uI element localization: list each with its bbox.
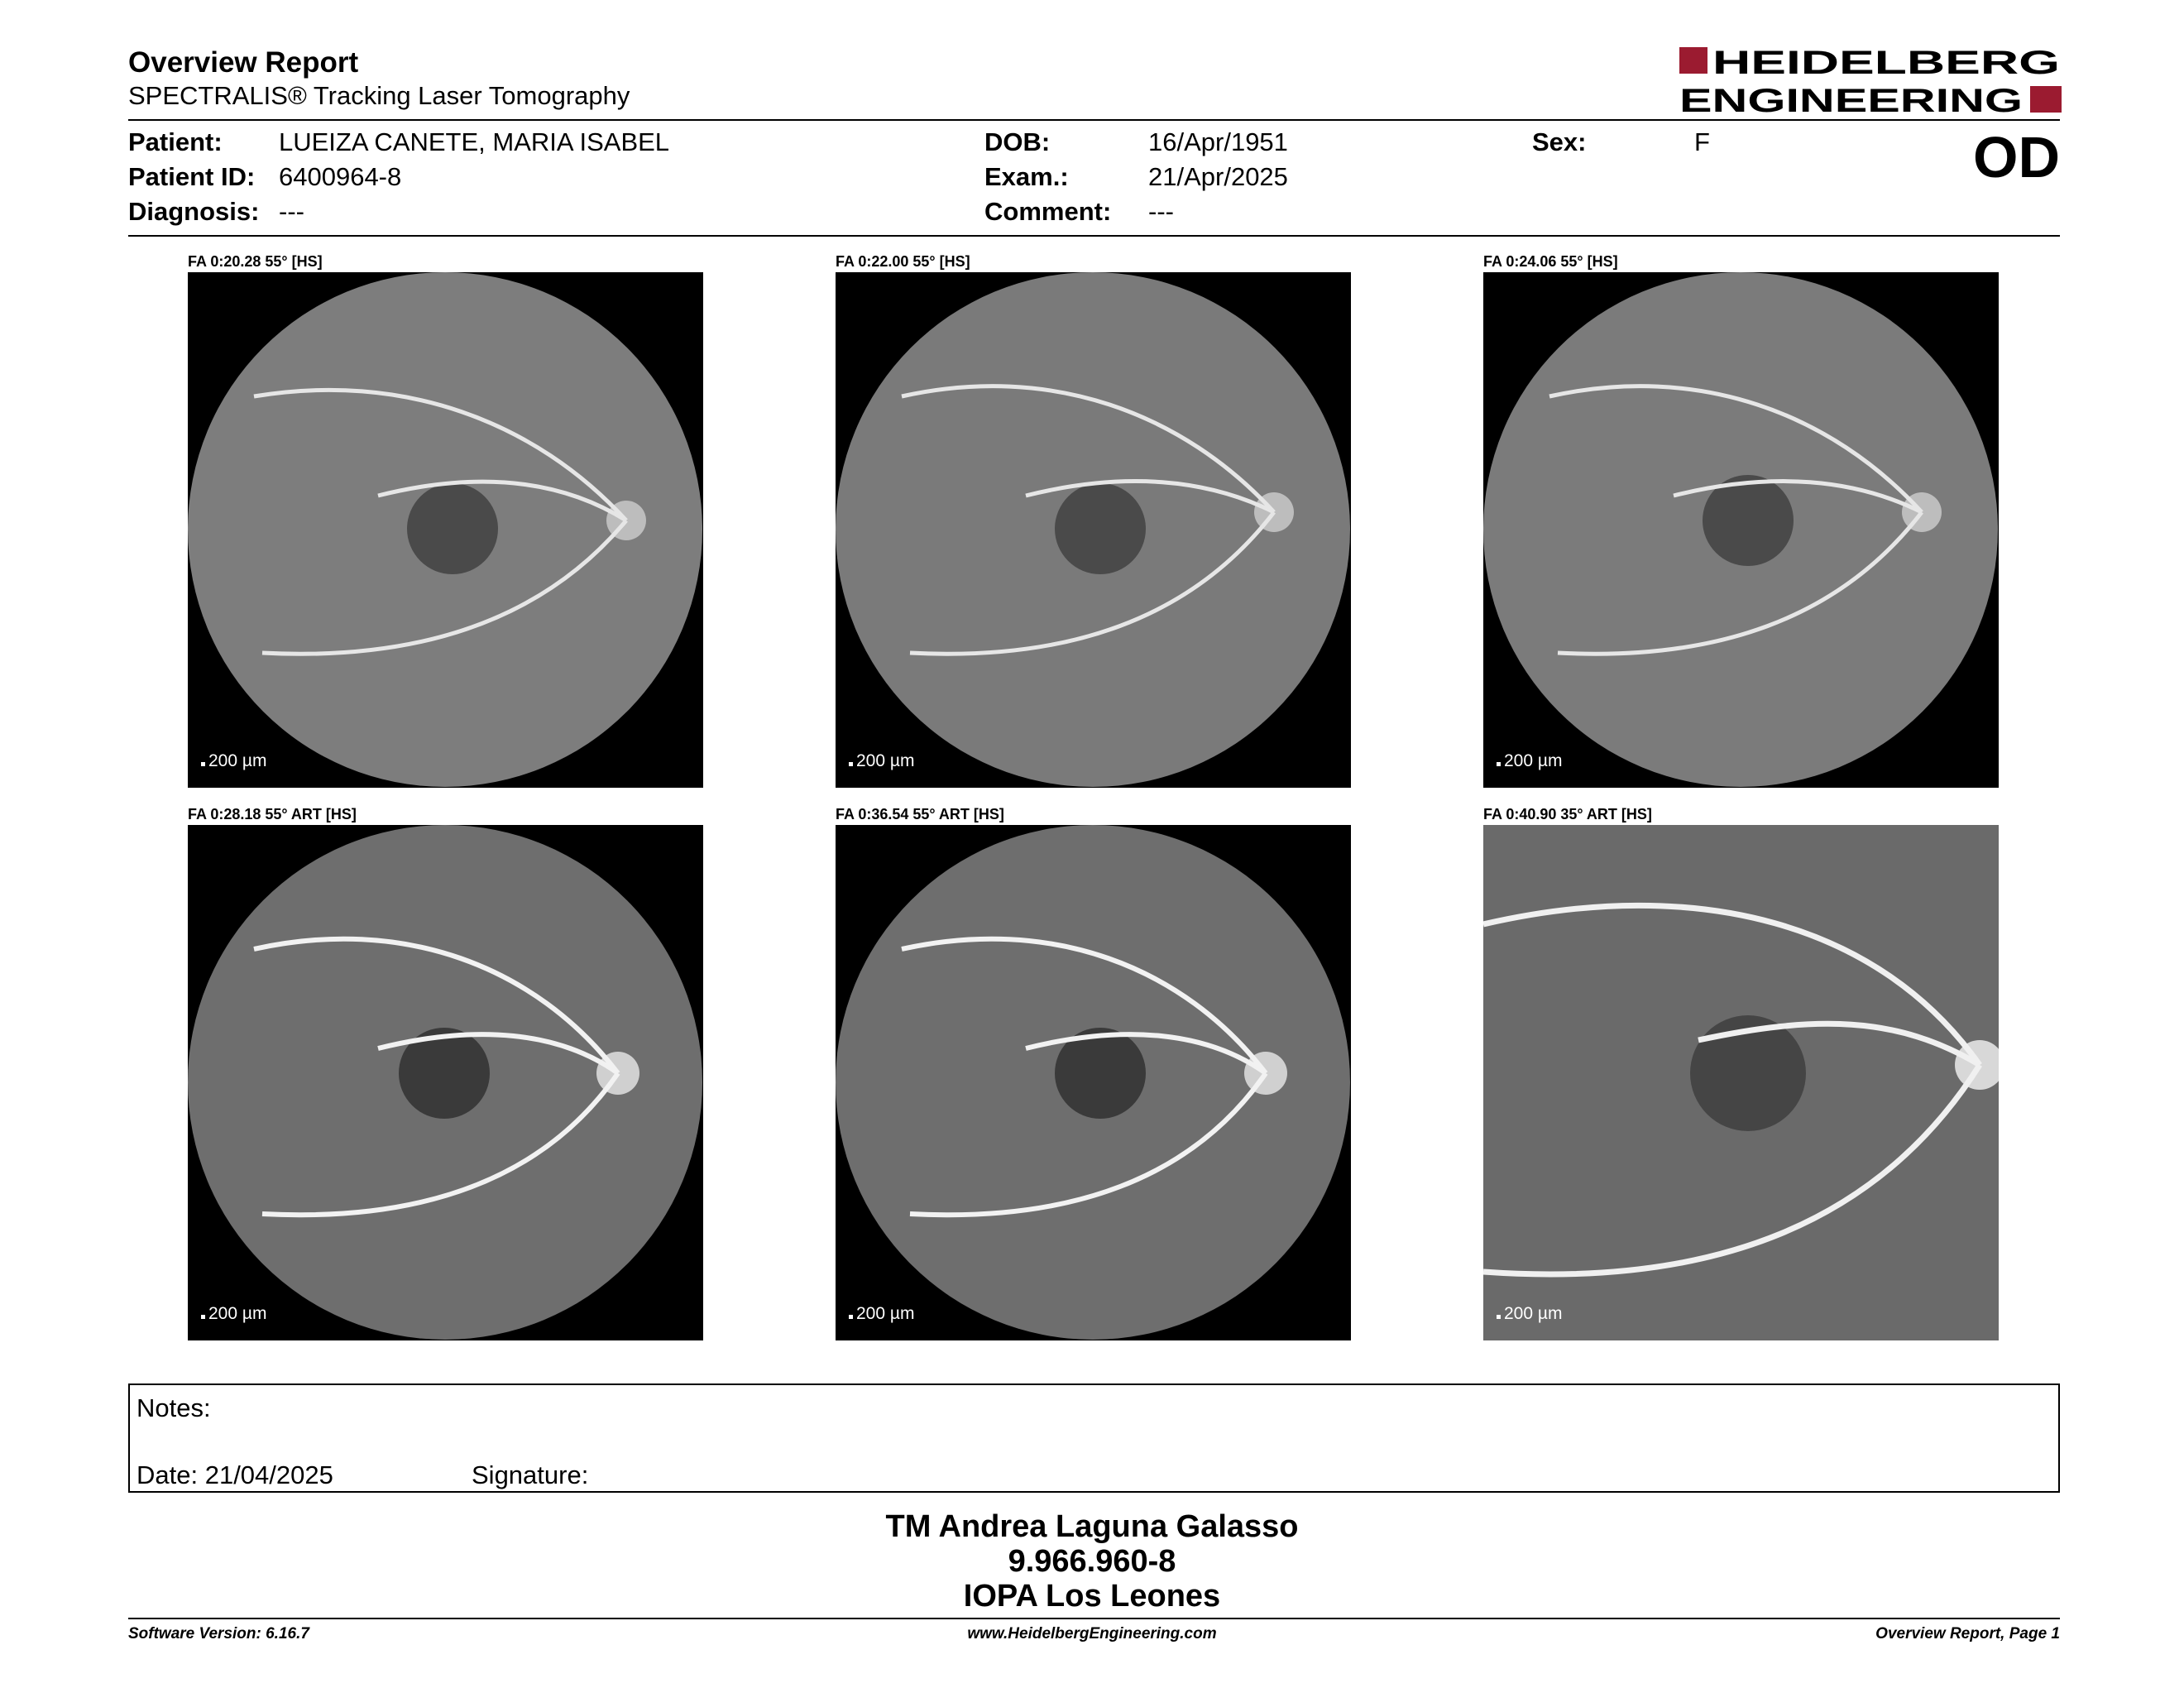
image-caption: FA 0:20.28 55° [HS] bbox=[188, 253, 323, 270]
fundus-image[interactable] bbox=[188, 272, 703, 788]
fundus-image[interactable] bbox=[1483, 272, 1999, 788]
eye-indicator: OD bbox=[1973, 125, 2060, 189]
patient-id-label: Patient ID: bbox=[128, 162, 256, 191]
comment-value: --- bbox=[1148, 197, 1174, 226]
patient-id: 6400964-8 bbox=[279, 162, 402, 191]
patient-name: LUEIZA CANETE, MARIA ISABEL bbox=[279, 127, 670, 156]
image-caption: FA 0:24.06 55° [HS] bbox=[1483, 253, 1618, 270]
header-rule bbox=[128, 119, 2060, 121]
report-title: Overview Report bbox=[128, 46, 359, 79]
fundus-image[interactable] bbox=[188, 825, 703, 1340]
page-number: Overview Report, Page 1 bbox=[1875, 1625, 2060, 1642]
diagnosis-label: Diagnosis: bbox=[128, 197, 260, 226]
dob-value: 16/Apr/1951 bbox=[1148, 127, 1288, 156]
info-rule bbox=[128, 235, 2060, 237]
website-link[interactable]: www.HeidelbergEngineering.com bbox=[967, 1625, 1217, 1642]
sex-label: Sex: bbox=[1532, 127, 1587, 156]
scale-bar: 200 µm bbox=[849, 751, 914, 771]
image-caption: FA 0:22.00 55° [HS] bbox=[836, 253, 970, 270]
signer-name: TM Andrea Laguna Galasso bbox=[885, 1509, 1299, 1544]
date-label: Date: 21/04/2025 bbox=[136, 1460, 333, 1489]
image-caption: FA 0:40.90 35° ART [HS] bbox=[1483, 806, 1652, 822]
diagnosis-value: --- bbox=[279, 197, 304, 226]
dob-label: DOB: bbox=[984, 127, 1051, 156]
fundus-image[interactable] bbox=[836, 825, 1351, 1340]
report-subtitle: SPECTRALIS® Tracking Laser Tomography bbox=[128, 81, 630, 110]
patient-label: Patient: bbox=[128, 127, 223, 156]
sex-value: F bbox=[1694, 127, 1710, 156]
image-caption: FA 0:36.54 55° ART [HS] bbox=[836, 806, 1004, 822]
footer-rule bbox=[128, 1618, 2060, 1619]
signer-institution: IOPA Los Leones bbox=[963, 1579, 1221, 1614]
scale-bar: 200 µm bbox=[1497, 751, 1562, 771]
logo-line-1: HEIDELBERG bbox=[1712, 45, 2060, 81]
scale-bar: 200 µm bbox=[1497, 1304, 1562, 1324]
fundus-image[interactable] bbox=[1483, 825, 1999, 1340]
scale-bar: 200 µm bbox=[849, 1304, 914, 1324]
notes-label: Notes: bbox=[136, 1393, 211, 1422]
scale-bar: 200 µm bbox=[201, 1304, 266, 1324]
exam-date: 21/Apr/2025 bbox=[1148, 162, 1288, 191]
exam-label: Exam.: bbox=[984, 162, 1069, 191]
signer-id: 9.966.960-8 bbox=[1008, 1544, 1176, 1579]
image-caption: FA 0:28.18 55° ART [HS] bbox=[188, 806, 357, 822]
fundus-image[interactable] bbox=[836, 272, 1351, 788]
comment-label: Comment: bbox=[984, 197, 1112, 226]
scale-bar: 200 µm bbox=[201, 751, 266, 771]
heidelberg-logo bbox=[1679, 45, 2062, 116]
signature-label: Signature: bbox=[472, 1460, 589, 1489]
notes-box[interactable] bbox=[128, 1383, 2060, 1493]
logo-line-2: ENGINEERING bbox=[1679, 83, 2023, 116]
software-version: Software Version: 6.16.7 bbox=[128, 1625, 309, 1642]
